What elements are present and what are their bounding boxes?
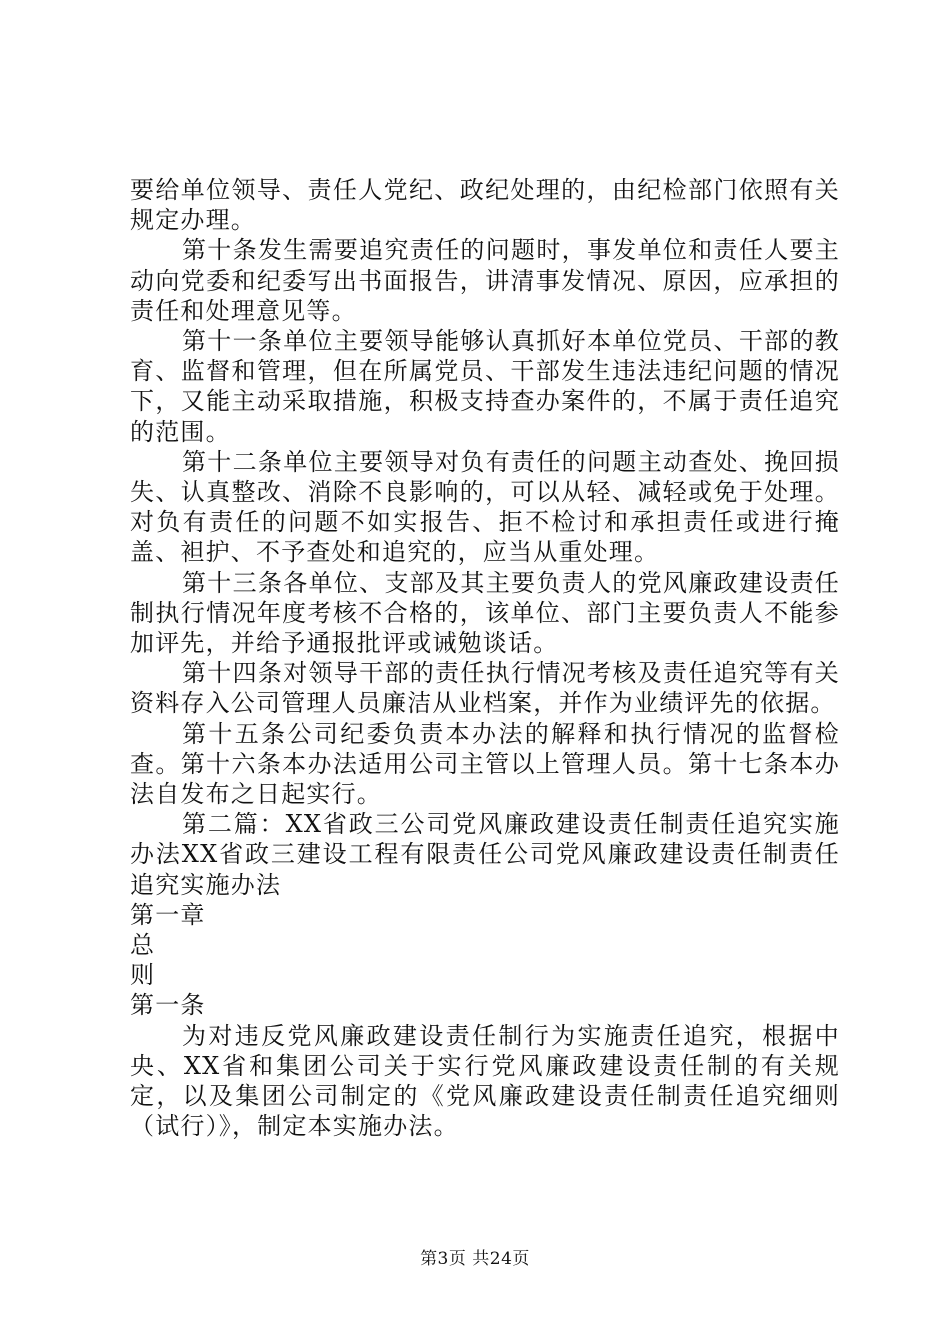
paragraph-second-part-title: 第二篇：XX省政三公司党风廉政建设责任制责任追究实施办法XX省政三建设工程有限责任公司党风廉政建设责任制责任追究实施办法 bbox=[130, 810, 840, 899]
paragraph-article-11: 第十一条单位主要领导能够认真抓好本单位党员、干部的教育、监督和管理，但在所属党员、干部发生违法违纪问题的情况下，又能主动采取措施，积极支持查办案件的，不属于责任追究的范围。 bbox=[130, 327, 840, 446]
chapter-heading: 第一章 bbox=[130, 900, 206, 929]
paragraph-article-12: 第十二条单位主要领导对负有责任的问题主动查处、挽回损失、认真整改、消除不良影响的，可以从轻、减轻或免于处理。对负有责任的问题不如实报告、拒不检讨和承担责任或进行掩盖、袒护、不予查处和追究的，应当从重处理。 bbox=[130, 447, 840, 567]
paragraph-article-10: 第十条发生需要追究责任的问题时，事发单位和责任人要主动向党委和纪委写出书面报告，讲清事发情况、原因，应承担的责任和处理意见等。 bbox=[130, 236, 840, 325]
paragraph-article-1-body: 为对违反党风廉政建设责任制行为实施责任追究，根据中央、XX省和集团公司关于实行党风廉政建设责任制的有关规定，以及集团公司制定的《党风廉政建设责任制责任追究细则（试行）》，制定本实施办法。 bbox=[130, 1021, 840, 1141]
chapter-title-part-2: 则 bbox=[130, 961, 156, 990]
paragraph-continuation: 要给单位领导、责任人党纪、政纪处理的，由纪检部门依照有关规定办理。 bbox=[130, 176, 840, 235]
article-heading: 第一条 bbox=[130, 991, 206, 1020]
paragraph-article-14: 第十四条对领导干部的责任执行情况考核及责任追究等有关资料存入公司管理人员廉洁从业档案，并作为业绩评先的依据。 bbox=[130, 659, 840, 718]
page-footer: 第3页 共24页 bbox=[420, 1249, 530, 1269]
paragraph-article-13: 第十三条各单位、支部及其主要负责人的党风廉政建设责任制执行情况年度考核不合格的，该单位、部门主要负责人不能参加评先，并给予通报批评或诫勉谈话。 bbox=[130, 568, 840, 658]
chapter-title-part-1: 总 bbox=[130, 931, 156, 960]
document-body bbox=[130, 175, 840, 1142]
paragraph-article-15-17: 第十五条公司纪委负责本办法的解释和执行情况的监督检查。第十六条本办法适用公司主管以上管理人员。第十七条本办法自发布之日起实行。 bbox=[130, 719, 840, 809]
